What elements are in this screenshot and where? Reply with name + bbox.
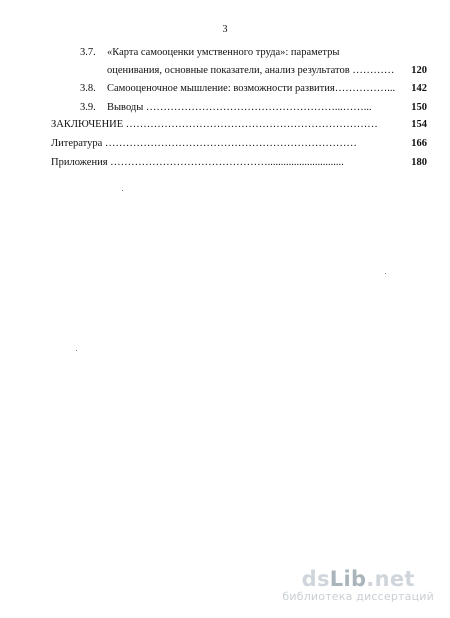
toc-entry-title: Литература ……………………………………………………………… [51,138,357,149]
watermark-logo: dsLib.net [301,567,415,591]
toc-entry-page: 120 [411,65,427,76]
toc-entry-title: Самооценочное мышление: возможности развития……………... [107,83,396,94]
toc-entry-title: Приложения ………………………………………............................. [51,157,344,168]
page-number: 3 [222,24,228,35]
toc-entry-page: 142 [411,83,427,94]
watermark-subtitle: библиотека диссертаций [282,590,434,603]
toc-entry-page: 154 [411,119,427,130]
scan-speck [385,273,386,274]
toc-entry-page: 166 [411,138,427,149]
toc-entry-title: Выводы ………………………………………………...……... [107,102,372,113]
toc-entry-page: 150 [411,102,427,113]
toc-entry-title: ЗАКЛЮЧЕНИЕ ……………………………………………………………… [51,119,378,130]
toc-entry-number: 3.9. [80,102,96,113]
toc-entry-number: 3.7. [80,47,96,58]
toc-entry-title: «Карта самооценки умственного труда»: параметры [107,47,340,58]
watermark [282,568,434,604]
scan-speck [76,350,77,351]
toc-entry-title: оценивания, основные показатели, анализ результатов ………… [107,65,395,76]
toc-entry-number: 3.8. [80,83,96,94]
toc-entry-page: 180 [411,157,427,168]
scan-speck [122,190,123,191]
